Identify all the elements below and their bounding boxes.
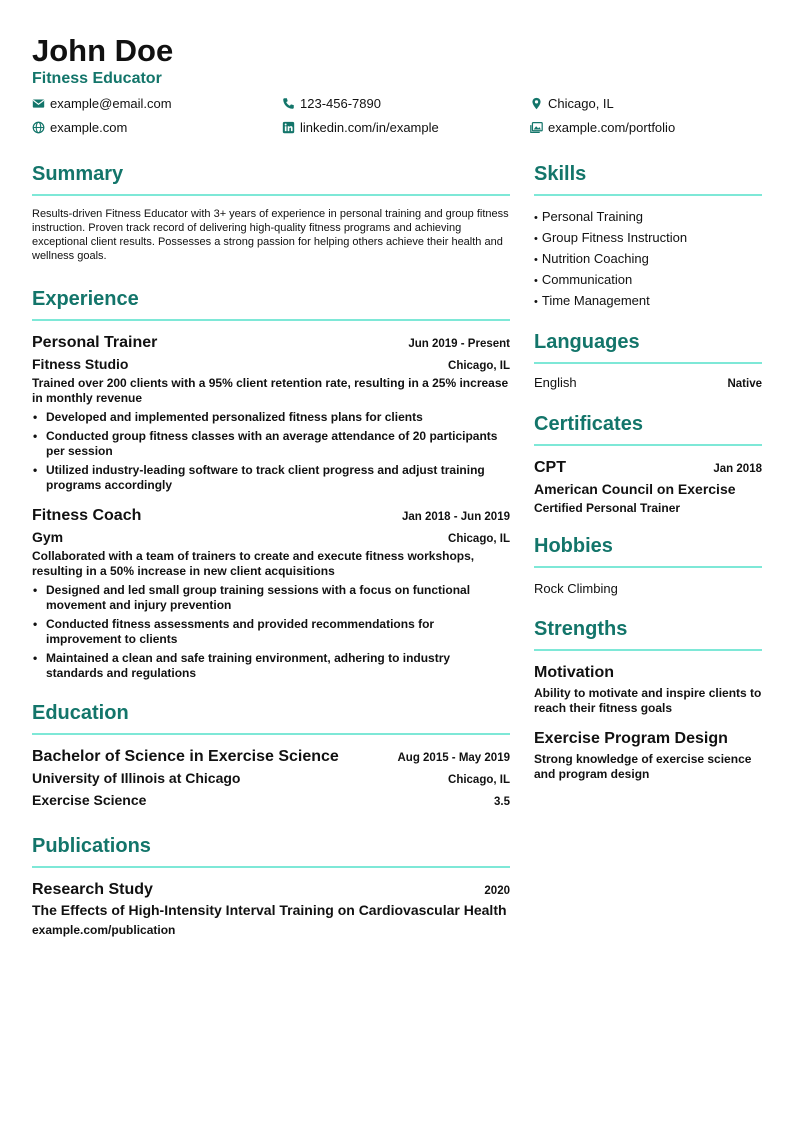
section-divider [534,362,762,364]
publication-year: 2020 [484,885,510,897]
certificates-section [534,410,762,516]
education-section [32,699,510,810]
email-icon [32,97,45,110]
gpa-value: 3.5 [494,796,510,808]
job-description: Trained over 200 clients with a 95% client retention rate, resulting in a 25% increase in monthly revenue [32,376,509,405]
job-bullets [32,583,510,681]
location-text: Chicago, IL [548,96,614,111]
summary-text: Results-driven Fitness Educator with 3+ years of experience in personal training and group fitness instruction. Proven track record of delivering high-quality fitness programs and achieving exceptional client results. Possesses a strong passion for helping others achieve their health and wellness goals. [32,208,509,262]
job-role: Personal Trainer [32,334,158,351]
skill-name: Communication [541,272,633,287]
section-divider [32,319,510,321]
list-item: • Communication [534,272,633,287]
company-name: Fitness Studio [32,356,129,372]
list-item: • Group Fitness Instruction [534,230,688,245]
side-column [534,160,762,782]
job-description: Collaborated with a team of trainers to create and execute fitness workshops, resulting in a 50% increase in new client acquisitions [32,549,475,578]
experience-heading: Experience [32,288,139,310]
strength-description: Strong knowledge of exercise science and program design [534,752,752,781]
strength-entry [534,728,762,782]
section-divider [32,866,510,868]
contact-phone[interactable] [282,96,381,111]
strengths-section [534,615,762,782]
publication-type: Research Study [32,881,153,898]
summary-section [32,160,510,263]
list-item: • Conducted fitness assessments and provided recommendations for improvement to clients [32,617,510,647]
job-bullets [32,410,510,493]
skill-name: Personal Training [541,209,644,224]
company-name: Gym [32,529,64,545]
contact-website[interactable] [32,120,127,135]
hobby-item: Rock Climbing [534,581,618,596]
job-dates: Jan 2018 - Jun 2019 [401,511,510,523]
job-location: Chicago, IL [448,533,510,545]
certificate-name: CPT [534,459,566,476]
hobbies-heading: Hobbies [534,535,613,557]
strength-title: Exercise Program Design [534,730,728,747]
language-name: English [534,375,577,390]
list-item: • Personal Training [534,209,644,224]
publication-title: The Effects of High-Intensity Interval Training on Cardiovascular Health [32,902,507,918]
email-text: example@email.com [50,96,172,111]
summary-heading: Summary [32,163,124,185]
linkedin-icon [282,121,295,134]
strengths-heading: Strengths [534,618,628,640]
school-location: Chicago, IL [448,774,510,786]
contact-location [530,96,614,111]
education-heading: Education [32,702,129,724]
section-divider [534,649,762,651]
list-item: • Maintained a clean and safe training environment, adhering to industry standards and regulations [32,651,510,681]
phone-icon [282,97,295,110]
map-pin-icon [530,97,543,110]
experience-entry [32,505,510,681]
portfolio-text: example.com/portfolio [548,120,676,135]
list-item: • Designed and led small group training sessions with a focus on functional movement and injury prevention [32,583,510,613]
section-divider [534,444,762,446]
education-dates: Aug 2015 - May 2019 [397,752,510,764]
job-role: Fitness Coach [32,507,142,524]
section-divider [534,194,762,196]
section-divider [534,566,762,568]
list-item: • Nutrition Coaching [534,251,649,266]
job-dates: Jun 2019 - Present [408,338,510,350]
languages-heading: Languages [534,331,640,353]
job-title: Fitness Educator [32,70,162,87]
degree-name: Bachelor of Science in Exercise Science [32,748,339,765]
section-divider [32,733,510,735]
candidate-name: John Doe [32,33,174,68]
publications-heading: Publications [32,835,151,857]
list-item: • Time Management [534,293,650,308]
school-name: University of Illinois at Chicago [32,770,241,786]
list-item: • Conducted group fitness classes with an average attendance of 20 participants per session [32,429,510,459]
globe-icon [32,121,45,134]
experience-section [32,285,510,681]
language-row [534,375,762,390]
experience-entry [32,332,510,493]
section-divider [32,194,510,196]
phone-text: 123-456-7890 [300,96,381,111]
website-text: example.com [50,120,128,135]
certificate-date: Jan 2018 [713,463,762,475]
main-column [32,160,510,938]
contact-linkedin[interactable] [282,120,439,135]
strength-title: Motivation [534,664,614,681]
contact-portfolio[interactable] [530,120,675,135]
publication-link[interactable]: example.com/publication [32,923,176,937]
list-item: • Developed and implemented personalized fitness plans for clients [32,410,510,425]
strength-description: Ability to motivate and inspire clients to reach their fitness goals [534,686,762,715]
contact-email[interactable] [32,96,172,111]
certificate-issuer: American Council on Exercise [534,481,736,497]
job-location: Chicago, IL [448,360,510,372]
linkedin-text: linkedin.com/in/example [300,120,439,135]
skills-list [534,207,762,312]
skill-name: Time Management [541,293,650,308]
certificate-description: Certified Personal Trainer [534,501,681,515]
languages-section [534,328,762,390]
publications-section [32,832,510,938]
field-of-study: Exercise Science [32,792,147,808]
language-level: Native [727,378,762,390]
certificates-heading: Certificates [534,413,643,435]
strength-entry [534,662,762,716]
list-item: • Utilized industry-leading software to track client progress and adjust training programs accordingly [32,463,510,493]
portfolio-icon [530,121,543,134]
hobbies-section [534,532,762,599]
skills-section [534,160,762,312]
skill-name: Nutrition Coaching [541,251,649,266]
skills-heading: Skills [534,163,587,185]
skill-name: Group Fitness Instruction [541,230,688,245]
